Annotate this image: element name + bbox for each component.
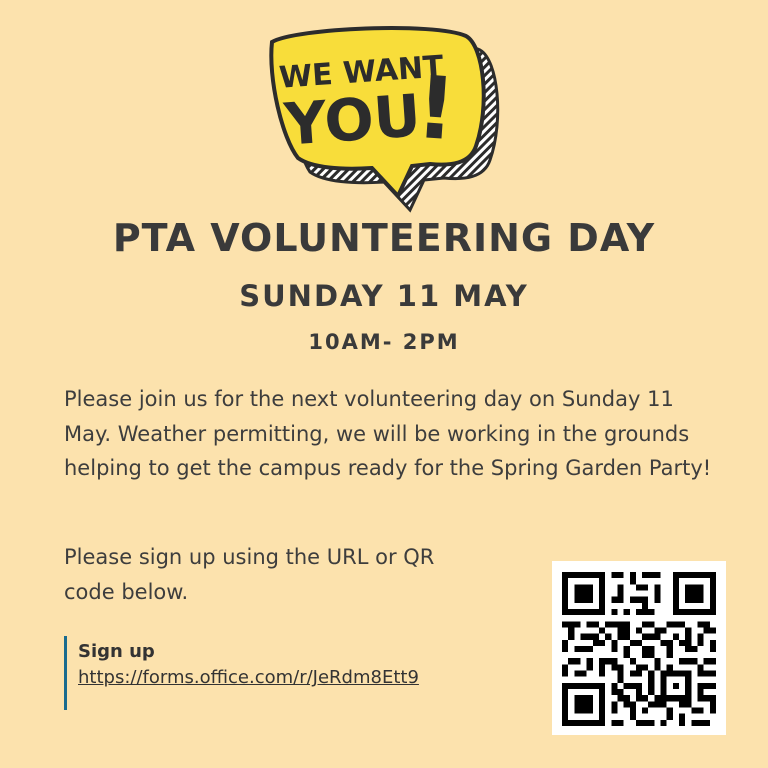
intro-paragraph: Please join us for the next volunteering day on Sunday 11 May. Weather permitting, we will be working in the grounds helping to get the campus ready for the Spring Garden Party! (64, 387, 712, 480)
event-time: 10AM- 2PM (308, 330, 460, 354)
event-title: PTA VOLUNTEERING DAY (112, 216, 656, 260)
signup-label: Sign up (78, 641, 155, 662)
qr-code-icon (562, 572, 716, 726)
signup-callout (64, 636, 419, 710)
badge-line2: YOU (282, 81, 423, 159)
signup-instructions: Please sign up using the URL or QR code below. (64, 545, 435, 604)
event-date: SUNDAY 11 MAY (239, 279, 529, 313)
speech-bubble-icon (258, 20, 508, 215)
we-want-you-badge (258, 20, 508, 215)
signup-url-link[interactable]: https://forms.office.com/r/JeRdm8Ett9 (78, 667, 419, 688)
badge-line1: WE WANT (278, 49, 445, 96)
qr-code[interactable] (552, 561, 726, 735)
badge-exclamation: ! (412, 57, 460, 161)
